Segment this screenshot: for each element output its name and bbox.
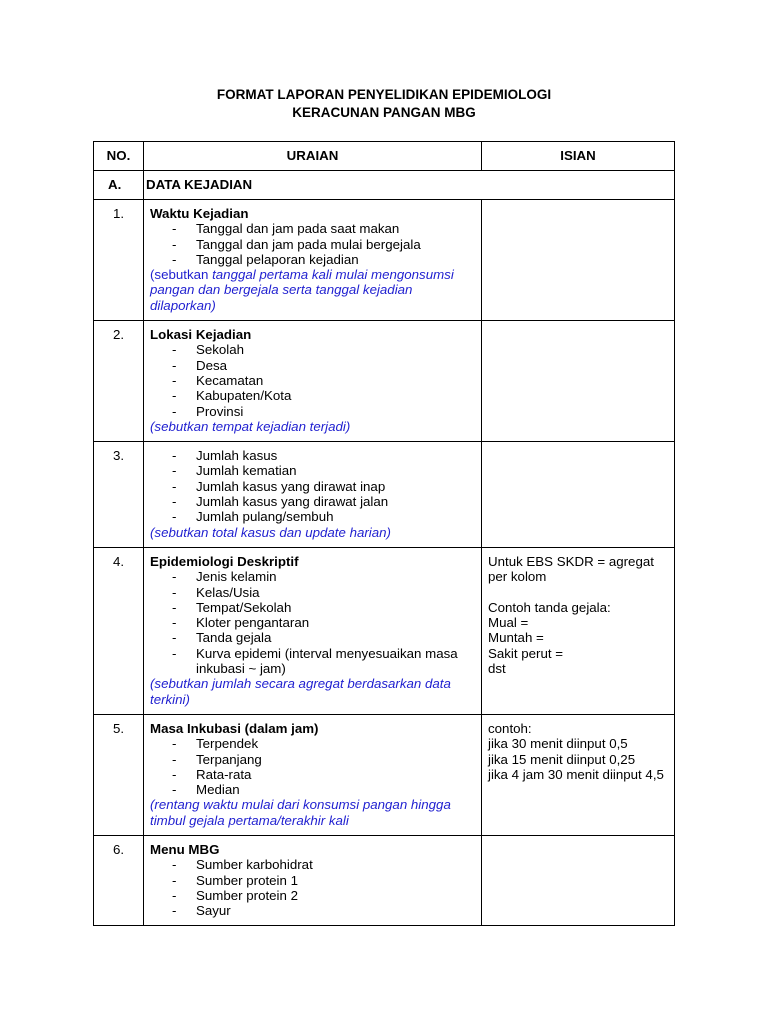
list-item <box>150 752 475 767</box>
item-text: Tanda gejala <box>196 630 272 646</box>
isian-line: Muntah = <box>488 630 544 646</box>
list-item <box>150 404 475 419</box>
dash-marker: - <box>172 736 177 752</box>
header-uraian: URAIAN <box>144 142 482 171</box>
isian-cell[interactable] <box>482 714 675 835</box>
list-item <box>150 873 475 888</box>
list-item <box>150 509 475 524</box>
dash-marker: - <box>172 751 177 767</box>
table-header-row <box>94 142 675 171</box>
isian-line: jika 15 menit diinput 0,25 <box>488 751 636 767</box>
dash-marker: - <box>172 782 177 798</box>
row-description <box>144 442 482 548</box>
row-description <box>144 200 482 321</box>
list-item <box>150 736 475 751</box>
item-text: Sekolah <box>196 342 245 358</box>
item-text: Sayur <box>196 903 231 919</box>
list-item <box>150 767 475 782</box>
item-list <box>150 448 475 524</box>
row-note: (sebutkan total kasus dan update harian) <box>150 524 391 540</box>
table-row <box>94 200 675 321</box>
list-item <box>150 221 475 236</box>
dash-marker: - <box>172 887 177 903</box>
list-item <box>150 903 475 918</box>
item-text: Tanggal pelaporan kejadian <box>196 251 359 267</box>
dash-marker: - <box>172 251 177 267</box>
dash-marker: - <box>172 372 177 388</box>
item-text: Kabupaten/Kota <box>196 388 292 404</box>
row-description <box>144 835 482 925</box>
section-name: DATA KEJADIAN <box>144 171 675 200</box>
item-text: Kecamatan <box>196 372 264 388</box>
dash-marker: - <box>172 599 177 615</box>
row-note <box>150 267 475 313</box>
row-heading: Menu MBG <box>150 841 220 857</box>
isian-cell[interactable] <box>482 547 675 714</box>
row-heading: Epidemiologi Deskriptif <box>150 553 299 569</box>
item-list <box>150 342 475 418</box>
report-form-table <box>93 141 675 926</box>
row-heading: Waktu Kejadian <box>150 206 249 221</box>
note-italic: tanggal pertama kali mulai mengonsumsi pangan dan bergejala serta tanggal kejadian dilaporkan) <box>150 267 454 313</box>
row-number: 5. <box>94 714 144 835</box>
document-title-line-2: KERACUNAN PANGAN MBG <box>292 105 476 120</box>
isian-cell[interactable] <box>482 442 675 548</box>
row-heading: Masa Inkubasi (dalam jam) <box>150 720 319 736</box>
dash-marker: - <box>172 645 177 661</box>
list-item <box>150 388 475 403</box>
note-plain: (sebutkan <box>150 267 213 283</box>
row-note: (sebutkan tempat kejadian terjadi) <box>150 418 351 434</box>
item-text: Sumber protein 2 <box>196 887 298 903</box>
row-number: 3. <box>94 442 144 548</box>
list-item <box>150 569 475 584</box>
isian-line: Mual = <box>488 615 529 631</box>
dash-marker: - <box>172 388 177 404</box>
list-item <box>150 857 475 872</box>
dash-marker: - <box>172 615 177 631</box>
item-text: Kurva epidemi (interval menyesuaikan masa inkubasi ~ jam) <box>196 645 458 677</box>
item-text: Jumlah kasus <box>196 448 278 464</box>
isian-line: jika 4 jam 30 menit diinput 4,5 <box>488 766 664 782</box>
dash-marker: - <box>172 478 177 494</box>
item-text: Sumber karbohidrat <box>196 857 313 873</box>
list-item <box>150 463 475 478</box>
dash-marker: - <box>172 857 177 873</box>
header-isian: ISIAN <box>482 142 675 171</box>
row-number: 2. <box>94 321 144 442</box>
dash-marker: - <box>172 584 177 600</box>
list-item <box>150 494 475 509</box>
section-letter: A. <box>94 171 144 200</box>
item-text: Kloter pengantaran <box>196 615 310 631</box>
item-text: Sumber protein 1 <box>196 872 298 888</box>
isian-cell[interactable] <box>482 200 675 321</box>
table-row <box>94 714 675 835</box>
table-row <box>94 547 675 714</box>
item-list <box>150 569 475 676</box>
section-row <box>94 171 675 200</box>
isian-blank-line <box>488 585 668 600</box>
row-description <box>144 547 482 714</box>
dash-marker: - <box>172 463 177 479</box>
item-text: Jumlah kasus yang dirawat inap <box>196 478 386 494</box>
row-note: (rentang waktu mulai dari konsumsi pangan hingga timbul gejala pertama/terakhir kali <box>150 797 451 828</box>
dash-marker: - <box>172 342 177 358</box>
item-text: Median <box>196 782 240 798</box>
item-text: Kelas/Usia <box>196 584 260 600</box>
row-heading: Lokasi Kejadian <box>150 327 252 343</box>
item-text: Tanggal dan jam pada saat makan <box>196 221 400 237</box>
item-text: Tanggal dan jam pada mulai bergejala <box>196 236 421 252</box>
list-item <box>150 615 475 630</box>
list-item <box>150 479 475 494</box>
item-list <box>150 736 475 797</box>
header-no: NO. <box>94 142 144 171</box>
dash-marker: - <box>172 357 177 373</box>
item-text: Jumlah kematian <box>196 463 297 479</box>
list-item <box>150 358 475 373</box>
isian-line: jika 30 menit diinput 0,5 <box>488 736 628 752</box>
item-text: Jumlah kasus yang dirawat jalan <box>196 494 389 510</box>
dash-marker: - <box>172 494 177 510</box>
item-text: Terpendek <box>196 736 259 752</box>
list-item <box>150 630 475 645</box>
list-item <box>150 342 475 357</box>
table-row <box>94 442 675 548</box>
row-number: 4. <box>94 547 144 714</box>
list-item <box>150 585 475 600</box>
dash-marker: - <box>172 236 177 252</box>
list-item <box>150 646 475 677</box>
item-text: Rata-rata <box>196 766 252 782</box>
table-row <box>94 321 675 442</box>
list-item <box>150 782 475 797</box>
list-item <box>150 252 475 267</box>
dash-marker: - <box>172 630 177 646</box>
item-text: Jumlah pulang/sembuh <box>196 509 334 525</box>
list-item <box>150 237 475 252</box>
row-description <box>144 321 482 442</box>
isian-line: dst <box>488 661 506 677</box>
dash-marker: - <box>172 509 177 525</box>
row-number: 1. <box>94 200 144 321</box>
dash-marker: - <box>172 569 177 585</box>
item-text: Desa <box>196 357 228 373</box>
row-number: 6. <box>94 835 144 925</box>
isian-cell[interactable] <box>482 835 675 925</box>
item-text: Terpanjang <box>196 751 262 767</box>
dash-marker: - <box>172 448 177 464</box>
dash-marker: - <box>172 872 177 888</box>
item-text: Provinsi <box>196 403 244 419</box>
isian-line: contoh: <box>488 720 532 736</box>
list-item <box>150 373 475 388</box>
isian-line: Contoh tanda gejala: <box>488 599 611 615</box>
isian-line: Sakit perut = <box>488 645 564 661</box>
isian-line: Untuk EBS SKDR = agregat per kolom <box>488 553 654 585</box>
item-text: Tempat/Sekolah <box>196 599 292 615</box>
isian-cell[interactable] <box>482 321 675 442</box>
item-list <box>150 857 475 918</box>
list-item <box>150 600 475 615</box>
list-item <box>150 448 475 463</box>
row-note: (sebutkan jumlah secara agregat berdasarkan data terkini) <box>150 676 451 707</box>
document-title-line-1: FORMAT LAPORAN PENYELIDIKAN EPIDEMIOLOGI <box>216 87 552 102</box>
dash-marker: - <box>172 403 177 419</box>
item-list <box>150 221 475 267</box>
dash-marker: - <box>172 221 177 237</box>
table-row <box>94 835 675 925</box>
list-item <box>150 888 475 903</box>
row-description <box>144 714 482 835</box>
item-text: Jenis kelamin <box>196 569 277 585</box>
dash-marker: - <box>172 766 177 782</box>
dash-marker: - <box>172 903 177 919</box>
